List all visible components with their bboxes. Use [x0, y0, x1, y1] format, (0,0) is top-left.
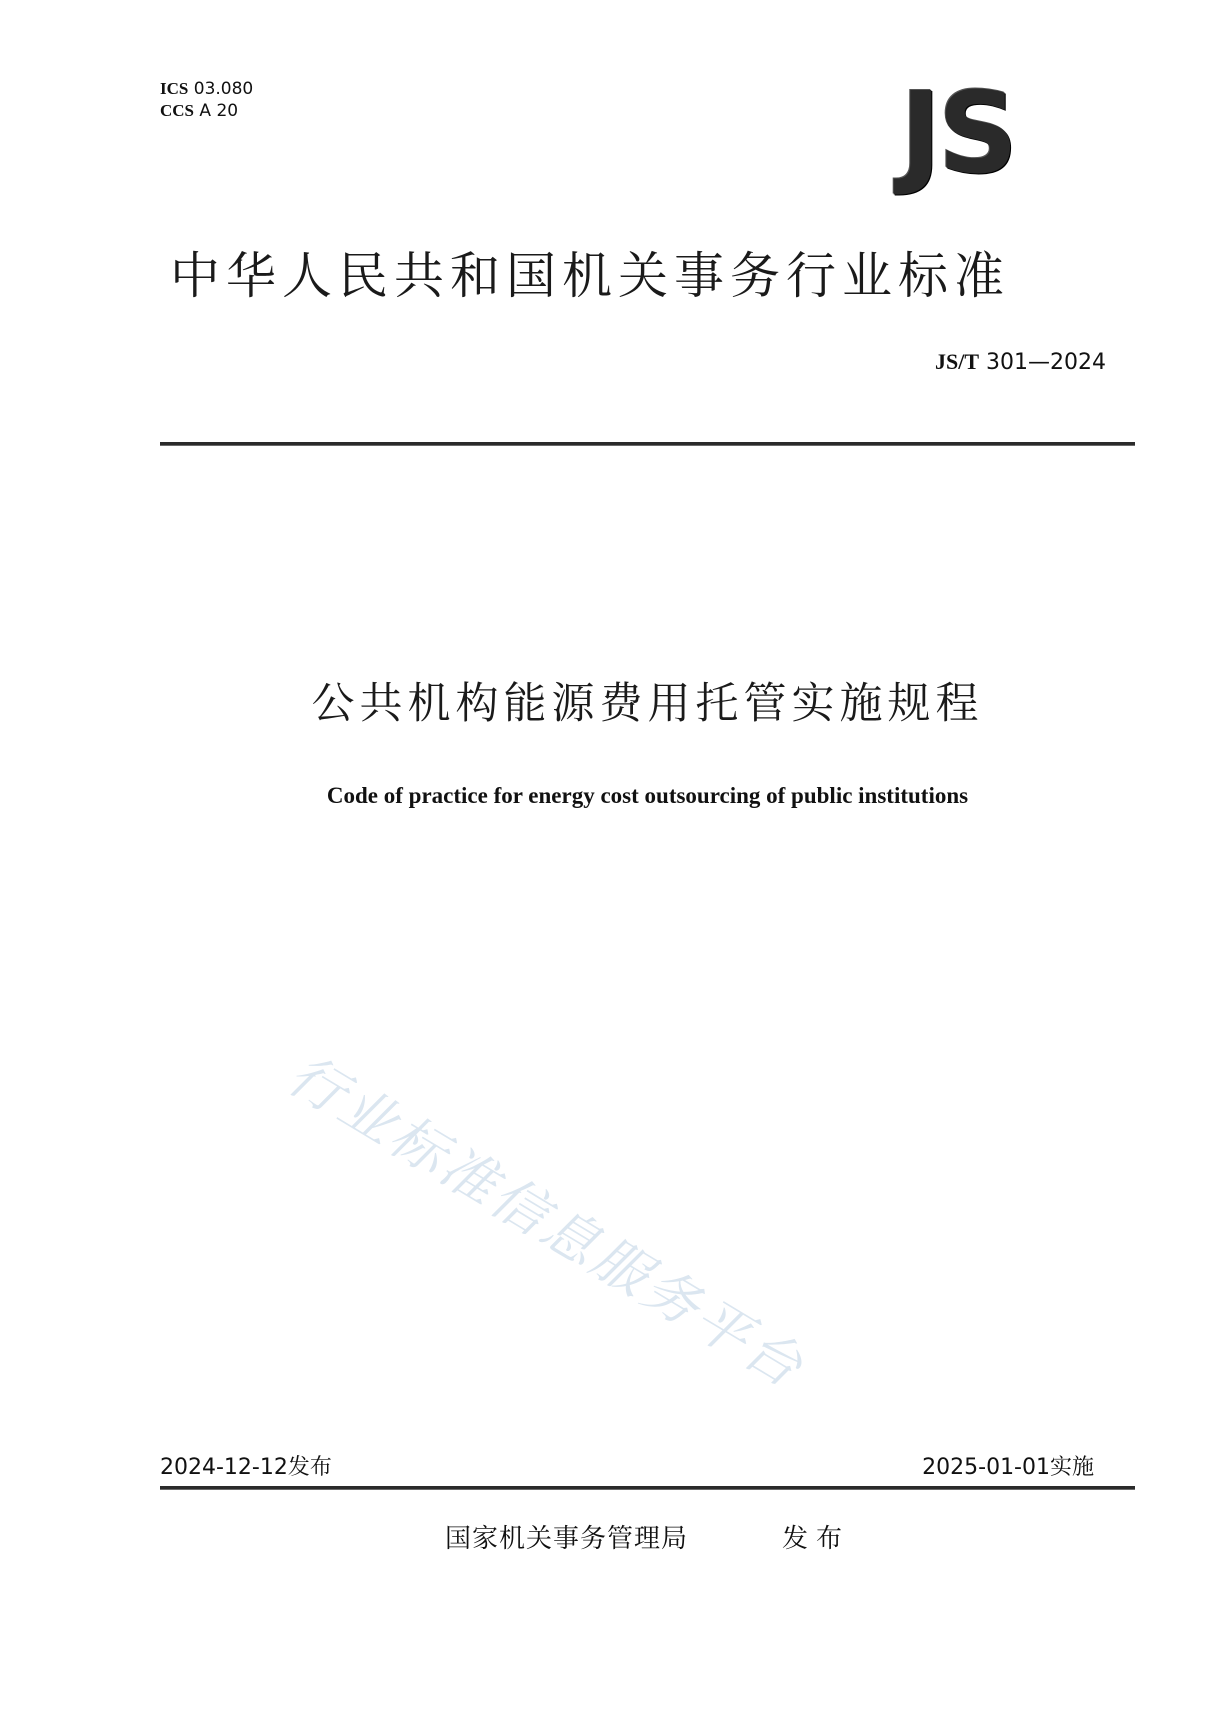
org-title: 中华人民共和国机关事务行业标准 [170, 247, 1010, 305]
issue-date: 2024-12-12发布 [160, 1455, 332, 1480]
ccs-code [160, 100, 253, 122]
watermark: 行业标准信息服务平台 [274, 1048, 827, 1400]
top-divider [160, 442, 1135, 446]
ics-code [160, 78, 253, 100]
js-logo: JS [900, 69, 1015, 199]
issue-action: 发布 [782, 1524, 851, 1554]
effective-date: 2025-01-01实施 [922, 1455, 1094, 1480]
standard-number-value: 301—2024 [986, 350, 1106, 375]
title-zh: 公共机构能源费用托管实施规程 [311, 679, 984, 729]
standard-number [935, 349, 1106, 375]
ics-label: ICS [160, 79, 189, 98]
standard-prefix: JS/T [934, 349, 980, 374]
ics-value: 03.080 [193, 79, 254, 99]
classification-codes [160, 78, 253, 122]
ccs-value: A 20 [199, 101, 239, 121]
issuer: 国家机关事务管理局 [445, 1524, 689, 1554]
bottom-divider [160, 1486, 1135, 1490]
ccs-label: CCS [160, 101, 195, 120]
title-en: Code of practice for energy cost outsourcing of public institutions [326, 783, 969, 808]
